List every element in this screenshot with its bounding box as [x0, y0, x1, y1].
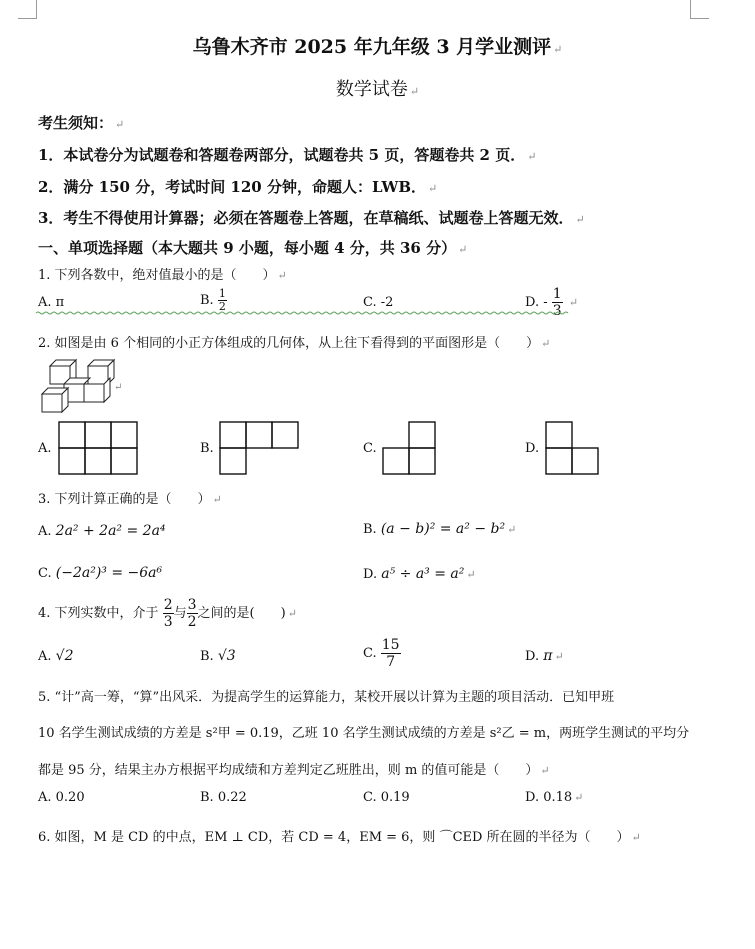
- q4-fraction-2: $\frac{3}{2}$: [187, 597, 197, 630]
- q1-option-b: B. $\frac{1}{2}$: [200, 287, 226, 313]
- section-heading: 一、单项选择题（本大题共 9 小题，每小题 4 分，共 36 分） ↵: [38, 239, 468, 257]
- grammar-squiggle-underline: [36, 311, 571, 315]
- crop-mark-top-right: [690, 0, 709, 19]
- notes-heading: 考生须知： ↵: [38, 114, 125, 132]
- q3-option-d: D. a⁵ ÷ a³ = a² ↵: [363, 566, 476, 582]
- note-3: 3．考生不得使用计算器；必须在答题卷上答题，在草稿纸、试题卷上答题无效． ↵: [38, 209, 585, 227]
- q2-option-c-figure: [382, 420, 438, 476]
- q4-option-c: C. $\frac{15}{7}$: [363, 637, 400, 670]
- q2-option-d-label: D.: [525, 441, 540, 456]
- q5-option-c: C. 0.19: [363, 790, 410, 805]
- svg-text:↵: ↵: [114, 382, 123, 393]
- q1-option-a: A. π: [38, 295, 65, 310]
- q4-option-b: B. √3: [200, 648, 236, 664]
- note-1: 1．本试卷分为试题卷和答题卷两部分，试题卷共 5 页，答题卷共 2 页． ↵: [38, 146, 537, 164]
- exam-subtitle: 数学试卷 ↵: [335, 79, 420, 100]
- q2-option-b-label: B.: [200, 441, 214, 456]
- q5-option-b: B. 0.22: [200, 790, 247, 805]
- question-5-line-2: 10 名学生测试成绩的方差是 s²甲 = 0.19，乙班 10 名学生测试成绩的方差是 s²乙 = m，两班学生测试的平均分: [38, 726, 690, 741]
- question-1-stem: 1. 下列各数中，绝对值最小的是（ ） ↵: [38, 268, 287, 283]
- q1-option-c: C. -2: [363, 295, 394, 310]
- q2-option-d-figure: [545, 420, 627, 476]
- q4-option-c-fraction: $\frac{15}{7}$: [381, 637, 400, 670]
- q2-option-c-label: C.: [363, 441, 377, 456]
- question-5-line-1: 5. “计”高一筹，“算”出风采．为提高学生的运算能力，某校开展以计算为主题的项目活动．已知甲班: [38, 690, 615, 705]
- q2-cube-solid-figure: [40, 356, 123, 414]
- question-5-line-3: 都是 95 分，结果主办方根据平均成绩和方差判定乙班胜出，则 m 的值可能是（ ） ↵: [38, 763, 550, 778]
- note-2: 2．满分 150 分，考试时间 120 分钟，命题人：LWB． ↵: [38, 178, 438, 196]
- question-4-stem: 4. 下列实数中，介于 $\frac{2}{3}$ 与 $\frac{3}{2}$ 之间的是( ) ↵: [38, 597, 297, 630]
- q5-option-a: A. 0.20: [38, 790, 85, 805]
- question-3-stem: 3. 下列计算正确的是（ ） ↵: [38, 492, 222, 507]
- q3-option-a: A. 2a² + 2a² = 2a⁴: [38, 523, 166, 539]
- q3-option-b: B. (a − b)² = a² − b² ↵: [363, 521, 517, 537]
- q5-option-d: D. 0.18 ↵: [525, 790, 584, 805]
- question-6-stem: 6. 如图，M 是 CD 的中点，EM ⊥ CD，若 CD = 4，EM = 6，则 ⌒CED 所在圆的半径为（ ） ↵: [38, 830, 641, 845]
- q1-option-d: D. - $\frac{1}{3}$ ↵: [525, 286, 579, 319]
- q4-option-d: D. π ↵: [525, 648, 564, 664]
- question-2-stem: 2. 如图是由 6 个相同的小正方体组成的几何体，从上往下看得到的平面图形是（ ） ↵: [38, 336, 551, 351]
- crop-mark-top-left: [18, 0, 37, 19]
- q2-option-b-figure: [219, 420, 301, 476]
- q2-option-a-figure: [58, 420, 140, 476]
- q1-option-d-fraction: $\frac{1}{3}$: [552, 286, 562, 319]
- q4-fraction-1: $\frac{2}{3}$: [163, 597, 173, 630]
- q4-option-a: A. √2: [38, 648, 74, 664]
- exam-title: 乌鲁木齐市 2025 年九年级 3 月学业测评 ↵: [192, 36, 563, 58]
- q1-option-b-fraction: $\frac{1}{2}$: [218, 287, 226, 313]
- q3-option-c: C. (−2a²)³ = −6a⁶: [38, 565, 163, 581]
- q2-option-a-label: A.: [38, 441, 52, 456]
